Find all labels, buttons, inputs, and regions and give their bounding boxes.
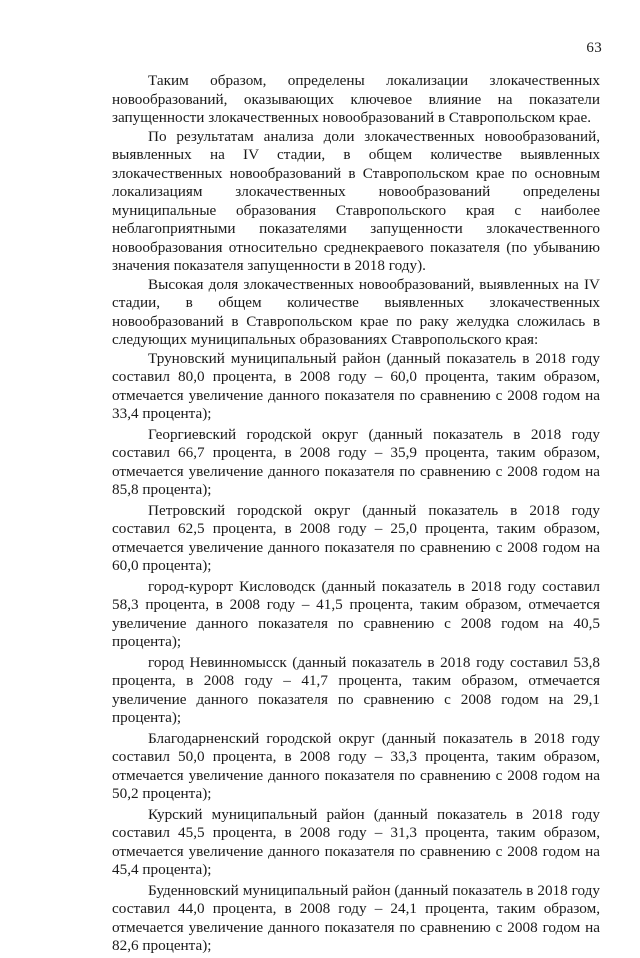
list-item-nevinnomyssk: город Невинномысск (данный показатель в 2018 году составил 53,8 процента, в 2008 году – 41,7 процента, таким образом, отмечается увеличение данного показателя по сравнению с 2008 годом на 29,1 процента); (112, 653, 600, 726)
paragraph-conclusion: Таким образом, определены локализации злокачественных новообразований, оказывающих ключевое влияние на показатели запущенности злокачественных новообразований в Ставропольском крае. (112, 72, 600, 126)
list-item-kislovodsk: город-курорт Кисловодск (данный показатель в 2018 году составил 58,3 процента, в 2008 году – 41,5 процента, таким образом, отмечается увеличение данного показателя по сравнению с 2008 годом на 40,5 процента); (112, 577, 600, 650)
list-item-petrovsky: Петровский городской округ (данный показатель в 2018 году составил 62,5 процента, в 2008 году – 25,0 процента, таким образом, отмечается увеличение данного показателя по сравнению с 2008 годом на 60,0 процента); (112, 501, 600, 574)
document-body (112, 72, 600, 958)
list-item-blagodarnensky: Благодарненский городской округ (данный показатель в 2018 году составил 50,0 процента, в 2008 году – 33,3 процента, таким образом, отмечается увеличение данного показателя по сравнению с 2008 годом на 50,2 процента); (112, 729, 600, 802)
list-item-trunovsky: Труновский муниципальный район (данный показатель в 2018 году составил 80,0 процента, в 2008 году – 60,0 процента, таким образом, отмечается увеличение данного показателя по сравнению с 2008 годом на 33,4 процента); (112, 349, 600, 422)
paragraph-analysis: По результатам анализа доли злокачественных новообразований, выявленных на IV стадии, в общем количестве выявленных злокачественных новообразований в Ставропольском крае по основным локализациям злокачественных новообразований определены муниципальные образования Ставропольского края с наиболее неблагоприятными показателями запущенности злокачественного новообразования относительно среднекраевого показателя (по убыванию значения показателя запущенности в 2018 году). (112, 127, 600, 274)
list-item-budennovsky: Буденновский муниципальный район (данный показатель в 2018 году составил 44,0 процента, в 2008 году – 24,1 процента, таким образом, отмечается увеличение данного показателя по сравнению с 2008 годом на 82,6 процента); (112, 881, 600, 954)
list-item-kursky: Курский муниципальный район (данный показатель в 2018 году составил 45,5 процента, в 2008 году – 31,3 процента, таким образом, отмечается увеличение данного показателя по сравнению с 2008 годом на 45,4 процента); (112, 805, 600, 878)
list-item-georgievsky: Георгиевский городской округ (данный показатель в 2018 году составил 66,7 процента, в 2008 году – 35,9 процента, таким образом, отмечается увеличение данного показателя по сравнению с 2008 годом на 85,8 процента); (112, 425, 600, 498)
page-number: 63 (586, 40, 602, 56)
paragraph-intro-list: Высокая доля злокачественных новообразований, выявленных на IV стадии, в общем количестве выявленных злокачественных новообразований в Ставропольском крае по раку желудка сложилась в следующих муниципальных образованиях Ставропольского края: (112, 275, 600, 348)
